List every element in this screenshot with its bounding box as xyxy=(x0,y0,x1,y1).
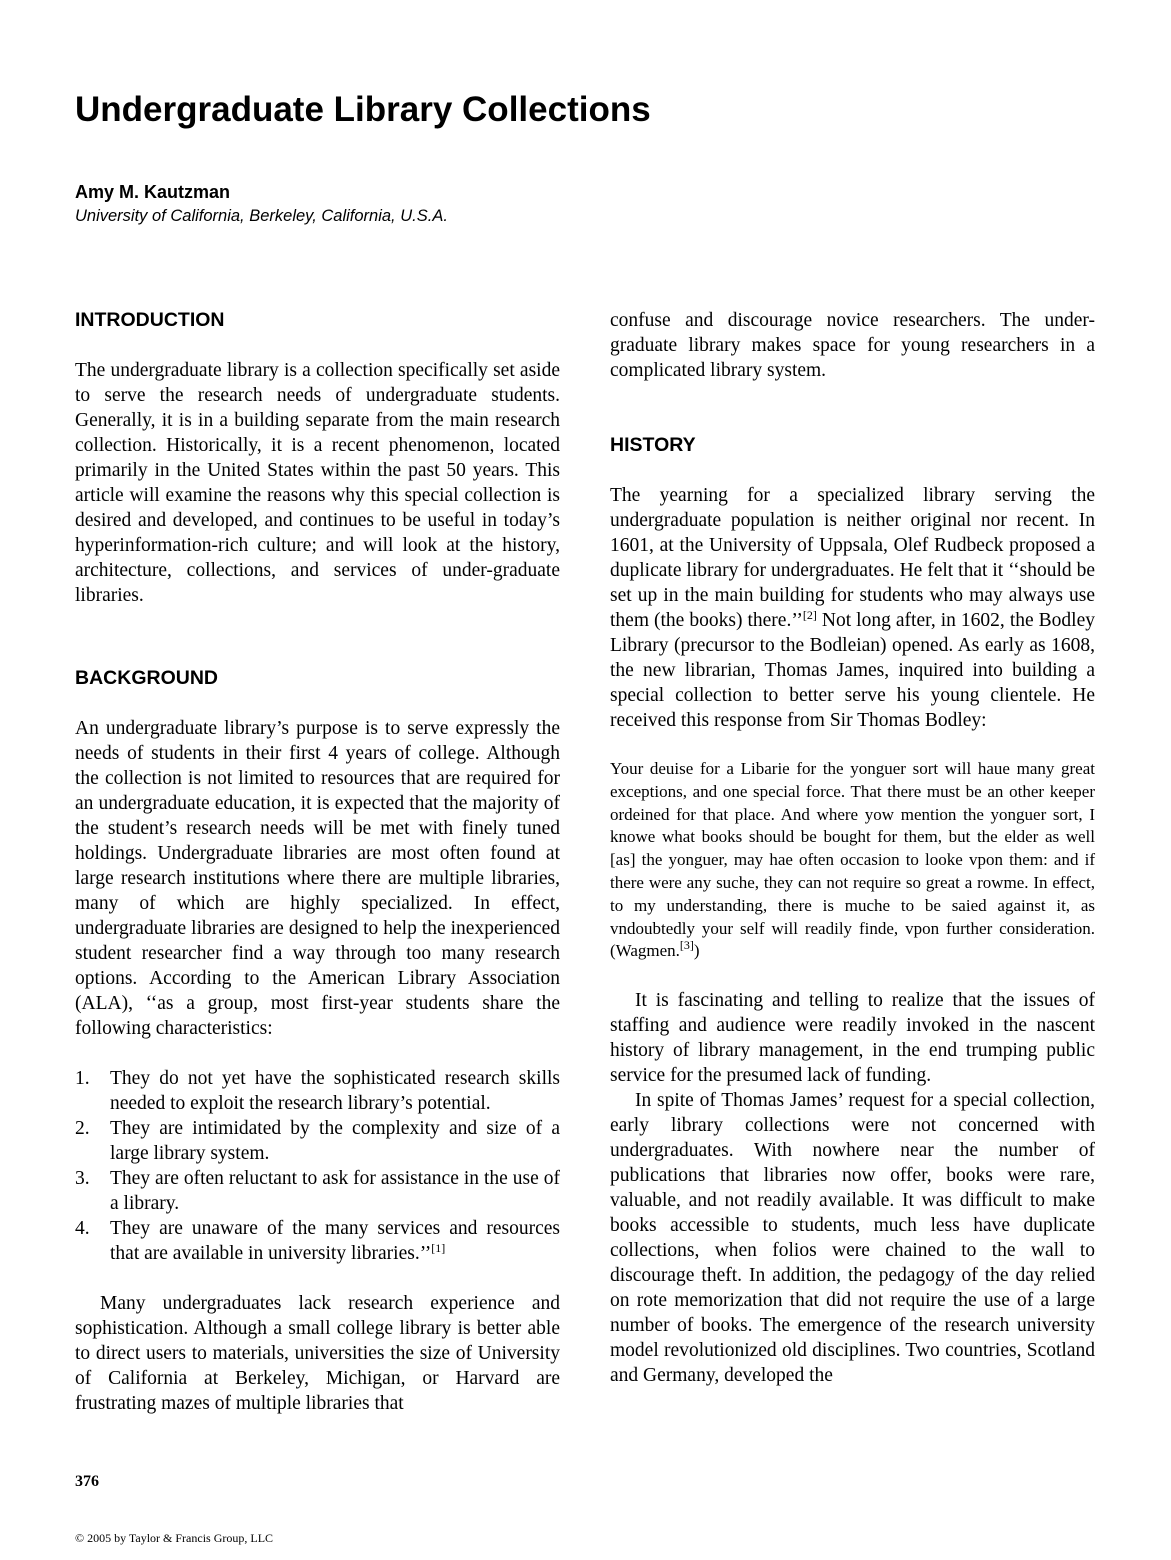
history-paragraph-1 xyxy=(610,483,1095,733)
list-number: 2. xyxy=(75,1118,90,1139)
author-name: Amy M. Kautzman xyxy=(75,182,231,202)
list-item xyxy=(75,1166,560,1216)
background-paragraph-2: Many undergraduates lack research experience and sophistication. Although a small college library is better able to direct users to materials, universities the size of University of California at Berkeley, Michigan, or Harvard are frustrating mazes of multiple libraries that xyxy=(75,1293,560,1414)
list-item xyxy=(75,1066,560,1116)
list-text: They are intimidated by the complexity and size of a large library system. xyxy=(110,1118,560,1164)
history-text-a: The yearning for a specialized library serving the undergraduate population is neither original nor recent. In 1601, at the University of Uppsala, Olef Rudbeck proposed a duplicate library for undergraduates. He felt that it ‘‘should be set up in the main building for students who may always use them (the books) there.’’ xyxy=(610,485,1095,631)
background-paragraph: An undergraduate library’s purpose is to serve expressly the needs of students in their first 4 years of college. Although the collection is not limited to resources that are required for an undergraduate education, it is expected that the majority of the student’s research needs will be met with finely tuned holdings. Undergraduate libraries are most often found at large research institutions where there are multiple libraries, many of which are highly specialized. In effect, undergraduate libraries are designed to help the inexperienced student researcher find a way through too many research options. According to the American Library Association (ALA), ‘‘as a group, most first-year students share the following characteristics: xyxy=(75,718,560,1039)
list-text xyxy=(110,1216,560,1266)
introduction-paragraph: The undergraduate library is a collection specifically set aside to serve the research needs of undergraduate students. Generally, it is in a building separate from the main research collection. Historically, it is a recent phenomenon, located primarily in the United States within the past 50 years. This article will examine the reasons why this special collection is desired and developed, and continues to be useful in today’s hyperinformation-rich culture; and will look at the history, architecture, collections, and services of under-graduate libraries. xyxy=(75,360,560,606)
history-text-b: Not long after, in 1602, the Bodley Library (precursor to the Bodleian) opened. As early as 1608, the new librarian, Thomas James, inquired into building a special collection to better serve his young clientele. He received this response from Sir Thomas Bodley: xyxy=(610,610,1096,731)
history-paragraph-3: In spite of Thomas James’ request for a special collection, early library collections were not concerned with undergraduates. With nowhere near the number of publications that libraries now offer, books were rare, valuable, and not readily available. It was difficult to make books accessible to students, much less have duplicate collections, when folios were chained to the wall to discourage theft. In addition, the pedagogy of the day relied on rote memorization that did not require the use of a large number of books. The emergence of the research university model revolutionized old disciplines. Two countries, Scotland and Germany, developed the xyxy=(610,1090,1095,1387)
history-heading: HISTORY xyxy=(610,434,696,456)
list-number: 4. xyxy=(75,1218,90,1239)
characteristics-list xyxy=(75,1066,560,1266)
list-number: 1. xyxy=(75,1068,90,1089)
list-text-body: They are unaware of the many services and resources that are available in university libraries.’’ xyxy=(110,1218,560,1264)
copyright-notice: © 2005 by Taylor & Francis Group, LLC xyxy=(75,1531,274,1545)
background-heading: BACKGROUND xyxy=(75,667,218,689)
list-item xyxy=(75,1216,560,1266)
list-text: They do not yet have the sophisticated research skills needed to exploit the research library’s potential. xyxy=(110,1068,560,1114)
left-column xyxy=(75,308,560,1416)
page-number: 376 xyxy=(75,1473,99,1490)
article-title: Undergraduate Library Collections xyxy=(75,90,651,129)
quote-close: ) xyxy=(693,941,700,961)
right-column xyxy=(610,308,1095,1388)
reference-marker: [3] xyxy=(679,938,694,953)
list-text: They are often reluctant to ask for assistance in the use of a library. xyxy=(110,1168,560,1214)
list-item xyxy=(75,1116,560,1166)
quote-text: Your deuise for a Libarie for the yonguer sort will haue many great exceptions, and one special force. That there must be an other keeper ordeined for that place. And where yow mention the yonguer sort, I knowe what books should be bought for them, but the elder as well [as] the yonguer, may hae often occasion to looke vpon them: and if there were any suche, they can not require so great a rowme. In effect, to my understanding, there is muche to be saied against it, as vndoubtedly your self will readily finde, vpon further consideration. (Wagmen. xyxy=(610,759,1095,961)
history-paragraph-2: It is fascinating and telling to realize that the issues of staffing and audience were readily invoked in the nascent history of library management, in the end trumping public service for the presumed lack of funding. xyxy=(610,990,1095,1087)
reference-marker: [2] xyxy=(802,608,817,622)
list-number: 3. xyxy=(75,1168,90,1189)
author-affiliation: University of California, Berkeley, California, U.S.A. xyxy=(75,207,448,225)
block-quote xyxy=(610,758,1095,963)
reference-marker: [1] xyxy=(431,1241,446,1255)
introduction-heading: INTRODUCTION xyxy=(75,309,225,331)
background-continued-paragraph: confuse and discourage novice researchers. The under-graduate library makes space for young researchers in a complicated library system. xyxy=(610,310,1095,381)
